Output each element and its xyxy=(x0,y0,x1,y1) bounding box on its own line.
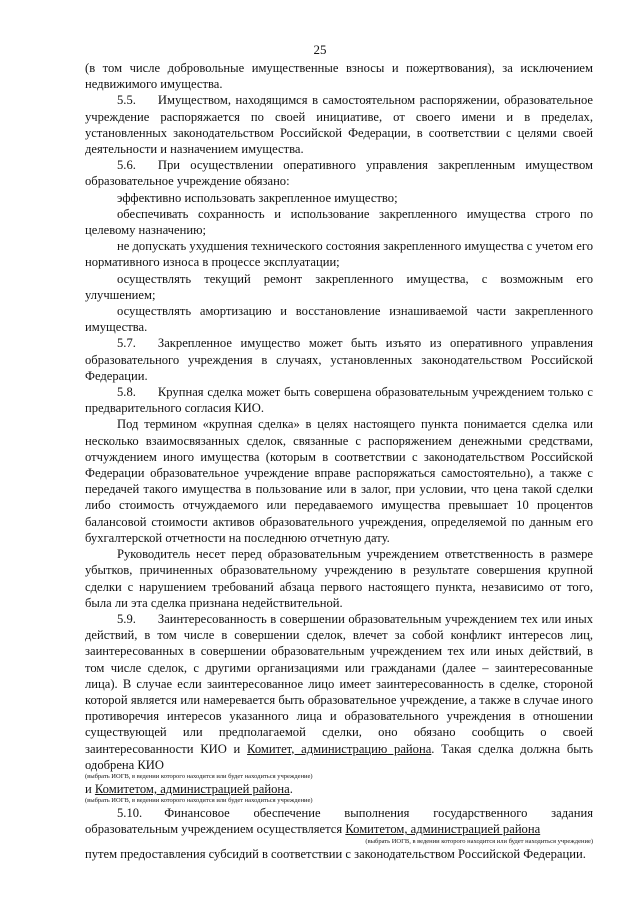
page-number: 25 xyxy=(313,42,327,57)
section-text: При осуществлении оперативного управления закрепленным имуществом образовательное учреждение обязано: xyxy=(85,158,593,189)
responsible-body: Комитетом, администрацией района xyxy=(345,822,541,837)
responsible-body: Комитетом, администрацией района xyxy=(94,781,290,796)
footnote-hint: (выбрать ИОГВ, в ведении которого находится или будет находиться учреждение) xyxy=(85,797,313,805)
section-number: 5.10. xyxy=(117,806,143,821)
list-item: не допускать ухудшения технического состояния закрепленного имущества с учетом его нормативного износа в процессе эксплуатации; xyxy=(85,239,593,270)
section-text: Заинтересованность в совершении образовательным учреждением тех или иных действий, в том числе в совершении сделок, влечет за собой конфликт интересов лиц, заинтересованных в совершении образовательным учреждением тех или иных действий, в том числе сделок, с другими организациями или гражданами (далее – заинтересованные лица). В случае если заинтересованное лицо имеет заинтересованность в сделке, стороной которой является или намеревается быть образовательное учреждение, а также в случае иного противоречия интересов указанного лица и образовательного учреждения в отношении существующей или предполагаемой сделки, оно обязано сообщить о своей заинтересованности КИО и xyxy=(85,611,593,756)
section-5-5 xyxy=(85,92,593,157)
section-text: Крупная сделка может быть совершена образовательным учреждением только с предварительного согласия КИО. xyxy=(85,385,593,416)
section-5-8 xyxy=(85,384,593,416)
section-5-6 xyxy=(85,157,593,189)
footnote-hint: (выбрать ИОГВ, в ведении которого находится или будет находиться учреждение) xyxy=(365,837,593,845)
section-text: Финансовое обеспечение выполнения государственного задания образовательным учреждением осуществляется xyxy=(85,806,593,837)
conjunction: и xyxy=(85,781,92,796)
list-item: обеспечивать сохранность и использование закрепленного имущества строго по целевому назначению; xyxy=(85,206,593,238)
period: . xyxy=(289,781,293,796)
paragraph: Под термином «крупная сделка» в целях настоящего пункта понимается сделка или несколько взаимосвязанных сделок, связанные с распоряжением денежными средствами, отчуждением иного имущества (которым в соответствии с законодательством Российской Федерации образовательное учреждение вправе распоряжаться самостоятельно), а также с передачей такого имущества в пользование или в залог, при условии, что цена такой сделки либо стоимость отчуждаемого или передаваемого имущества превышает 10 процентов балансовой стоимости активов образовательного учреждения, определяемой по данным его бухгалтерской отчетности на последнюю отчетную дату. xyxy=(85,417,593,545)
section-text-end: . Такая сделка должна быть одобрена КИО xyxy=(85,741,593,772)
list-item: осуществлять амортизацию и восстановление изнашиваемой части закрепленного имущества. xyxy=(85,304,593,335)
document-body xyxy=(85,60,593,862)
paragraph-continuation: (в том числе добровольные имущественные взносы и пожертвования), за исключением недвижимого имущества. xyxy=(85,61,593,92)
section-number: 5.7. xyxy=(117,336,136,351)
responsible-body: Комитет, администрацию района xyxy=(247,741,432,756)
section-number: 5.6. xyxy=(117,158,136,173)
section-5-9-line2 xyxy=(85,781,593,797)
section-number: 5.5. xyxy=(117,93,136,108)
section-text: Закрепленное имущество может быть изъято из оперативного управления образовательного учреждения в случаях, установленных законодательством Российской Федерации. xyxy=(85,336,593,383)
section-5-7 xyxy=(85,335,593,384)
section-text: Имуществом, находящимся в самостоятельном распоряжении, образовательное учреждение распоряжается по своей инициативе, от своего имени и в пределах, установленных законодательством Российской Федерации, в соответствии с целями своей деятельности и назначением имущества. xyxy=(85,93,593,157)
section-5-9 xyxy=(85,611,593,773)
paragraph: Руководитель несет перед образовательным учреждением ответственность в размере убытков, причиненных образовательному учреждению в результате совершения крупной сделки с нарушением требований абзаца первого настоящего пункта, независимо от того, была ли эта сделка признана недействительной. xyxy=(85,547,593,610)
section-5-10 xyxy=(85,805,593,837)
section-text-end: путем предоставления субсидий в соответствии с законодательством Российской Федерации. xyxy=(85,846,586,861)
list-item: осуществлять текущий ремонт закрепленного имущества, с возможным его улучшением; xyxy=(85,271,593,302)
section-number: 5.9. xyxy=(117,611,136,626)
footnote-hint: (выбрать ИОГВ, в ведении которого находится или будет находиться учреждение) xyxy=(85,772,313,780)
section-number: 5.8. xyxy=(117,385,136,400)
list-item: эффективно использовать закрепленное имущество; xyxy=(117,190,398,205)
